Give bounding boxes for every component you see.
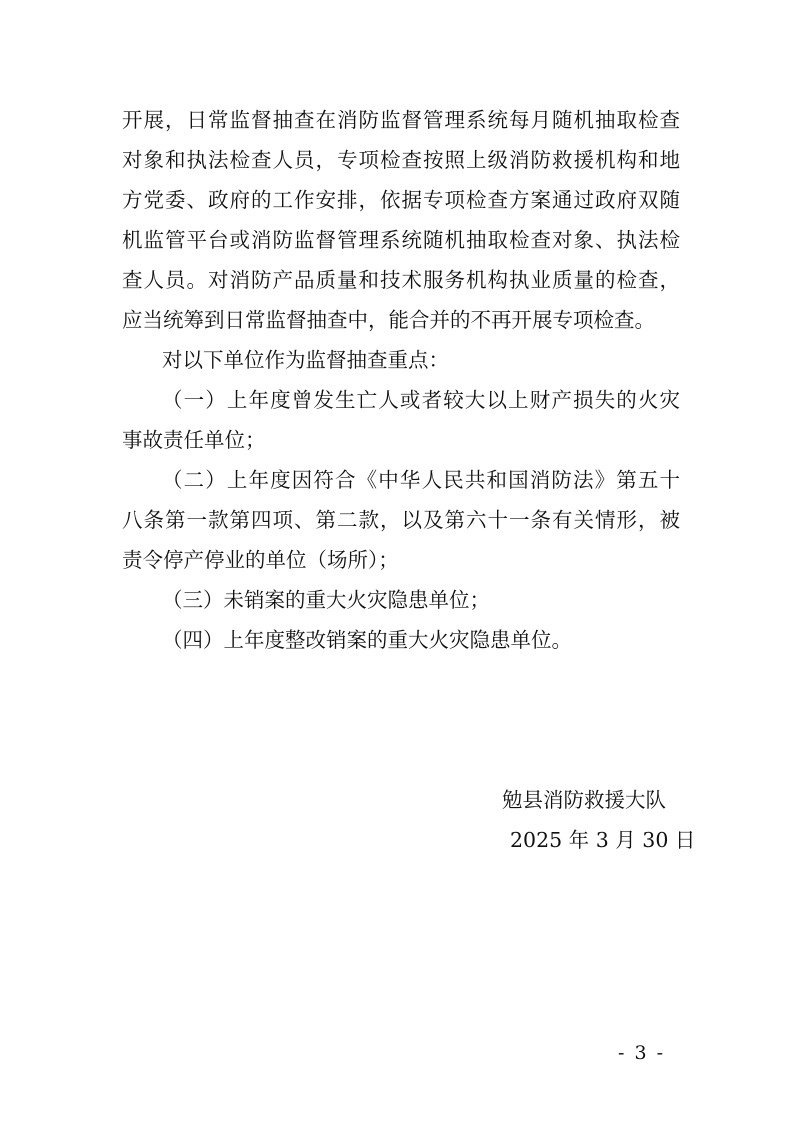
page-number: - 3 - [618,1042,666,1064]
list-item-4: （四）上年度整改销案的重大火灾隐患单位。 [162,628,572,652]
list-item-2-line-1: （二）上年度因符合《中华人民共和国消防法》第五十 [162,468,680,492]
list-item-2-line-3: 责令停产停业的单位（场所）； [122,548,399,572]
list-item-1-line-2: 事故责任单位； [122,428,266,452]
body-line-2: 对象和执法检查人员，专项检查按照上级消防救援机构和地 [122,148,680,172]
body-line-4: 机监管平台或消防监督管理系统随机抽取检查对象、执法检 [122,228,680,252]
list-item-3: （三）未销案的重大火灾隐患单位； [162,588,490,612]
signature-date: 2025 年 3 月 30 日 [510,828,696,852]
body-line-5: 查人员。对消防产品质量和技术服务机构执业质量的检查， [122,268,680,292]
signature-organization: 勉县消防救援大队 [502,788,666,812]
list-item-1-line-1: （一）上年度曾发生亡人或者较大以上财产损失的火灾 [162,388,680,412]
list-item-2-line-2: 八条第一款第四项、第二款，以及第六十一条有关情形，被 [122,508,680,532]
body-line-7: 对以下单位作为监督抽查重点： [162,348,449,372]
body-line-6: 应当统筹到日常监督抽查中，能合并的不再开展专项检查。 [122,308,655,332]
body-line-1: 开展，日常监督抽查在消防监督管理系统每月随机抽取检查 [122,108,680,132]
body-line-3: 方党委、政府的工作安排，依据专项检查方案通过政府双随 [122,188,680,212]
